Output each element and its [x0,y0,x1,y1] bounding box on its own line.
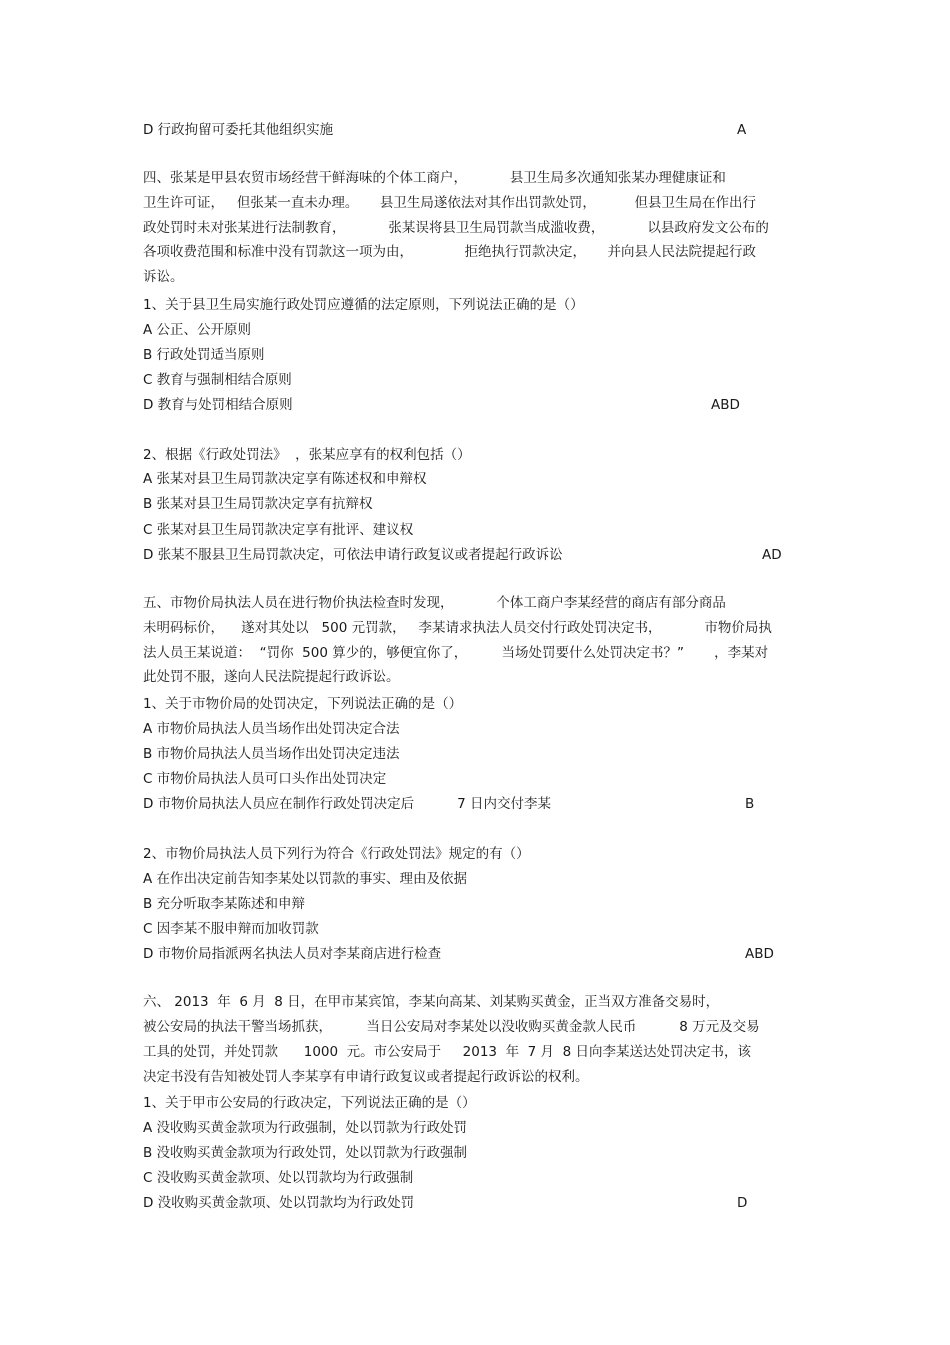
case-text-line: 此处罚不服，遂向人民法院提起行政诉讼。 [143,669,400,685]
option-d: D 教育与处罚相结合原则 [143,397,293,413]
option-b: B 没收购买黄金款项为行政处罚，处以罚款为行政强制 [143,1145,468,1161]
option-d: D 市物价局执法人员应在制作行政处罚决定后 7 日内交付李某 [143,796,551,812]
option-a: A 市物价局执法人员当场作出处罚决定合法 [143,721,400,737]
option-d: D 没收购买黄金款项、处以罚款均为行政处罚 [143,1195,415,1211]
case-text-line: 法人员王某说道： “罚你 500 算少的，够便宜你了， 当场处罚要什么处罚决定书？” ，李某对 [143,645,769,661]
case-text-line: 被公安局的执法干警当场抓获， 当日公安局对李某处以没收购买黄金款人民币 8 万元及交易 [143,1019,760,1035]
case-text-line: 诉讼。 [143,269,184,285]
case-text-line: 各项收费范围和标准中没有罚款这一项为由， 拒绝执行罚款决定， 并向县人民法院提起行政 [143,244,756,260]
answer: D [737,1195,748,1211]
case-text-line: 卫生许可证， 但张某一直未办理。 县卫生局遂依法对其作出罚款处罚， 但县卫生局在作出行 [143,195,756,211]
option-b: B 行政处罚适当原则 [143,347,265,363]
answer: ABD [711,397,740,413]
answer: B [745,796,755,812]
answer: ABD [745,946,774,962]
question-stem: 1、关于市物价局的处罚决定，下列说法正确的是（） [143,696,463,712]
question-stem: 2、市物价局执法人员下列行为符合《行政处罚法》规定的有（） [143,846,530,862]
answer: A [737,122,747,138]
option-c: C 没收购买黄金款项、处以罚款均为行政强制 [143,1170,414,1186]
option-d: D 张某不服县卫生局罚款决定，可依法申请行政复议或者提起行政诉讼 [143,547,563,563]
option-d: D 行政拘留可委托其他组织实施 [143,122,334,138]
option-a: A 在作出决定前告知李某处以罚款的事实、理由及依据 [143,871,468,887]
case-text-line: 五、市物价局执法人员在进行物价执法检查时发现， 个体工商户李某经营的商店有部分商品 [143,595,726,611]
option-d: D 市物价局指派两名执法人员对李某商店进行检查 [143,946,442,962]
option-a: A 没收购买黄金款项为行政强制，处以罚款为行政处罚 [143,1120,468,1136]
case-text-line: 六、 2013 年 6 月 8 日，在甲市某宾馆，李某向高某、刘某购买黄金，正当双方准备交易时， [143,994,720,1010]
option-a: A 公正、公开原则 [143,322,252,338]
option-b: B 张某对县卫生局罚款决定享有抗辩权 [143,496,373,512]
option-b: B 市物价局执法人员当场作出处罚决定违法 [143,746,400,762]
case-text-line: 决定书没有告知被处罚人李某享有申请行政复议或者提起行政诉讼的权利。 [143,1069,589,1085]
question-stem: 1、关于县卫生局实施行政处罚应遵循的法定原则，下列说法正确的是（） [143,297,584,313]
case-text-line: 四、张某是甲县农贸市场经营干鲜海味的个体工商户， 县卫生局多次通知张某办理健康证和 [143,170,726,186]
answer: AD [762,547,782,563]
option-c: C 教育与强制相结合原则 [143,372,292,388]
option-b: B 充分听取李某陈述和申辩 [143,896,306,912]
case-text-line: 工具的处罚，并处罚款 1000 元。市公安局于 2013 年 7 月 8 日向李某送达处罚决定书，该 [143,1044,752,1060]
option-c: C 因李某不服申辩而加收罚款 [143,921,319,937]
case-text-line: 政处罚时未对张某进行法制教育， 张某误将县卫生局罚款当成滥收费， 以县政府发文公布的 [143,220,769,236]
question-stem: 2、根据《行政处罚法》 ，张某应享有的权利包括（） [143,447,471,463]
question-stem: 1、关于甲市公安局的行政决定，下列说法正确的是（） [143,1095,476,1111]
option-c: C 市物价局执法人员可口头作出处罚决定 [143,771,387,787]
option-a: A 张某对县卫生局罚款决定享有陈述权和申辩权 [143,471,427,487]
option-c: C 张某对县卫生局罚款决定享有批评、建议权 [143,522,414,538]
case-text-line: 未明码标价， 遂对其处以 500 元罚款， 李某请求执法人员交付行政处罚决定书， 市物价局执 [143,620,772,636]
